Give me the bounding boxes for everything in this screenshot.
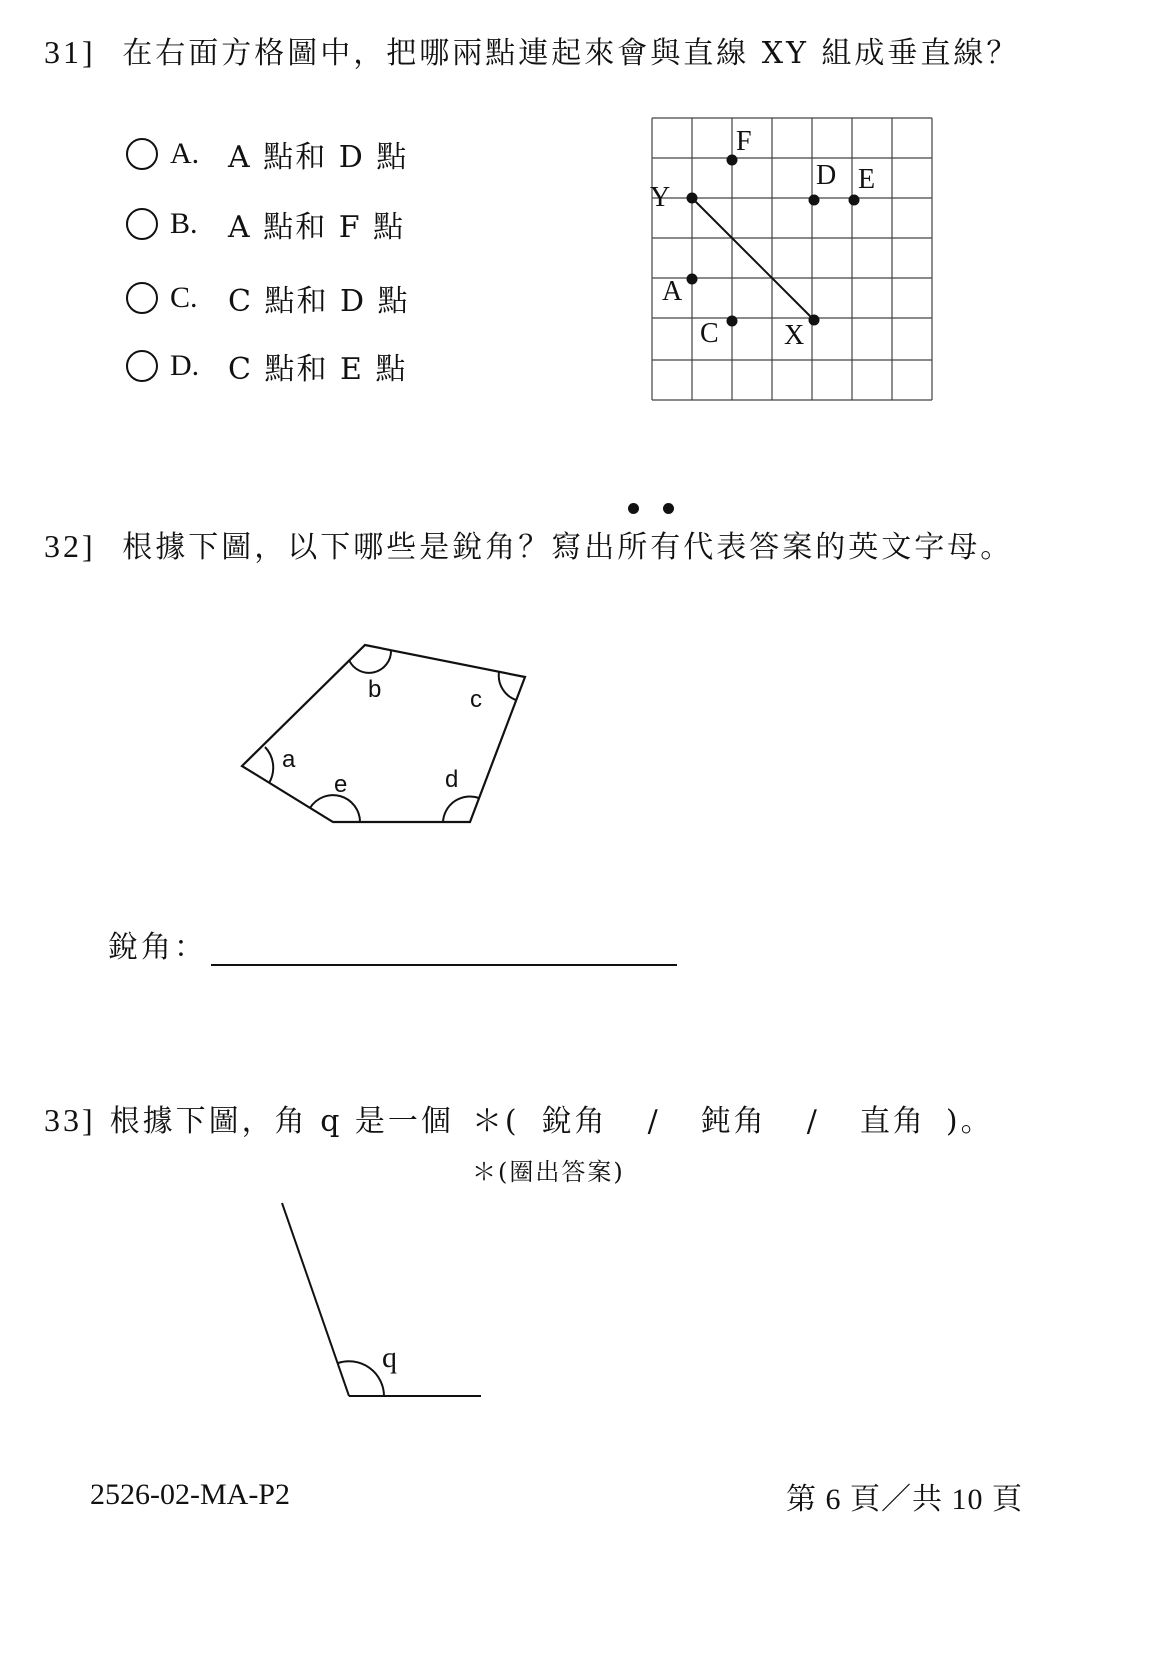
choice-separator: / [647, 1104, 661, 1139]
question-33 [44, 1096, 994, 1140]
question-32 [44, 522, 1013, 566]
choice-obtuse[interactable]: 鈍角 [700, 1104, 767, 1139]
option-letter: C. [170, 281, 198, 314]
question-number: 33] [44, 1102, 96, 1138]
question-number: 32] [44, 528, 96, 564]
option-letter: A. [170, 137, 200, 170]
choice-close: )。 [945, 1104, 994, 1139]
choice-acute[interactable]: 銳角 [541, 1104, 608, 1139]
option-text: C 點和 E 點 [228, 352, 408, 387]
point-y [687, 193, 698, 204]
label-e: E [858, 164, 876, 195]
angle-arc-d [443, 796, 479, 822]
option-text: A 點和 F 點 [228, 210, 406, 245]
choice-separator: / [806, 1104, 820, 1139]
angle-arc-a [265, 747, 273, 783]
angle-q-diagram [270, 1195, 500, 1405]
emphasis-dot [663, 503, 674, 514]
emphasis-dots [628, 503, 678, 515]
question-text: 在右面方格圖中，把哪兩點連起來會與直線 XY 組成垂直線？ [122, 36, 1020, 71]
option-letter: B. [170, 207, 198, 240]
radio-button[interactable] [126, 138, 158, 170]
square-grid-diagram [640, 110, 950, 410]
angle-label-c: c [470, 686, 482, 713]
option-text: C 點和 D 點 [228, 284, 410, 319]
option-d[interactable] [126, 344, 407, 388]
angle-label-a: a [282, 746, 296, 773]
answer-blank-line[interactable] [211, 930, 677, 966]
choice-hint: ＊(圈出答案) [472, 1158, 625, 1186]
point-a [687, 274, 698, 285]
question-31 [44, 28, 1019, 72]
angle-label-e: e [334, 771, 348, 798]
point-e [849, 195, 860, 206]
answer-row [108, 922, 677, 966]
radio-button[interactable] [126, 208, 158, 240]
point-d [809, 195, 820, 206]
angle-arc-e [310, 795, 360, 822]
option-text: A 點和 D 點 [228, 140, 409, 175]
pentagon-shape [242, 645, 525, 822]
angle-ray-slanted [282, 1203, 349, 1396]
choice-marker: ＊( [471, 1104, 520, 1139]
point-x [809, 315, 820, 326]
line-xy [692, 198, 814, 320]
option-a[interactable] [126, 132, 408, 176]
answer-label: 銳角： [108, 930, 207, 965]
angle-arc-c [499, 672, 516, 700]
radio-button[interactable] [126, 350, 158, 382]
option-b[interactable] [126, 202, 405, 246]
grid-lines [652, 118, 932, 400]
label-f: F [736, 126, 752, 157]
angle-label-q: q [382, 1341, 397, 1374]
option-letter: D. [170, 349, 200, 382]
label-y: Y [650, 182, 671, 213]
label-a: A [662, 276, 683, 307]
emphasis-dot [628, 503, 639, 514]
question-text: 根據下圖，角 q 是一個 [109, 1104, 454, 1139]
footer-page-number: 第 6 頁／共 10 頁 [786, 1483, 1023, 1516]
question-number: 31] [44, 34, 96, 70]
angle-label-d: d [445, 766, 459, 793]
label-d: D [816, 160, 837, 191]
point-c [727, 316, 738, 327]
footer-code: 2526-02-MA-P2 [90, 1478, 290, 1511]
choice-right[interactable]: 直角 [859, 1104, 926, 1139]
radio-button[interactable] [126, 282, 158, 314]
question-text: 根據下圖，以下哪些是銳角？寫出所有代表答案的英文字母。 [122, 530, 1014, 565]
angle-label-b: b [368, 676, 382, 703]
angle-arc-q [338, 1361, 384, 1396]
option-c[interactable] [126, 276, 410, 320]
label-c: C [700, 318, 719, 349]
label-x: X [784, 320, 805, 351]
pentagon-diagram [230, 635, 550, 885]
